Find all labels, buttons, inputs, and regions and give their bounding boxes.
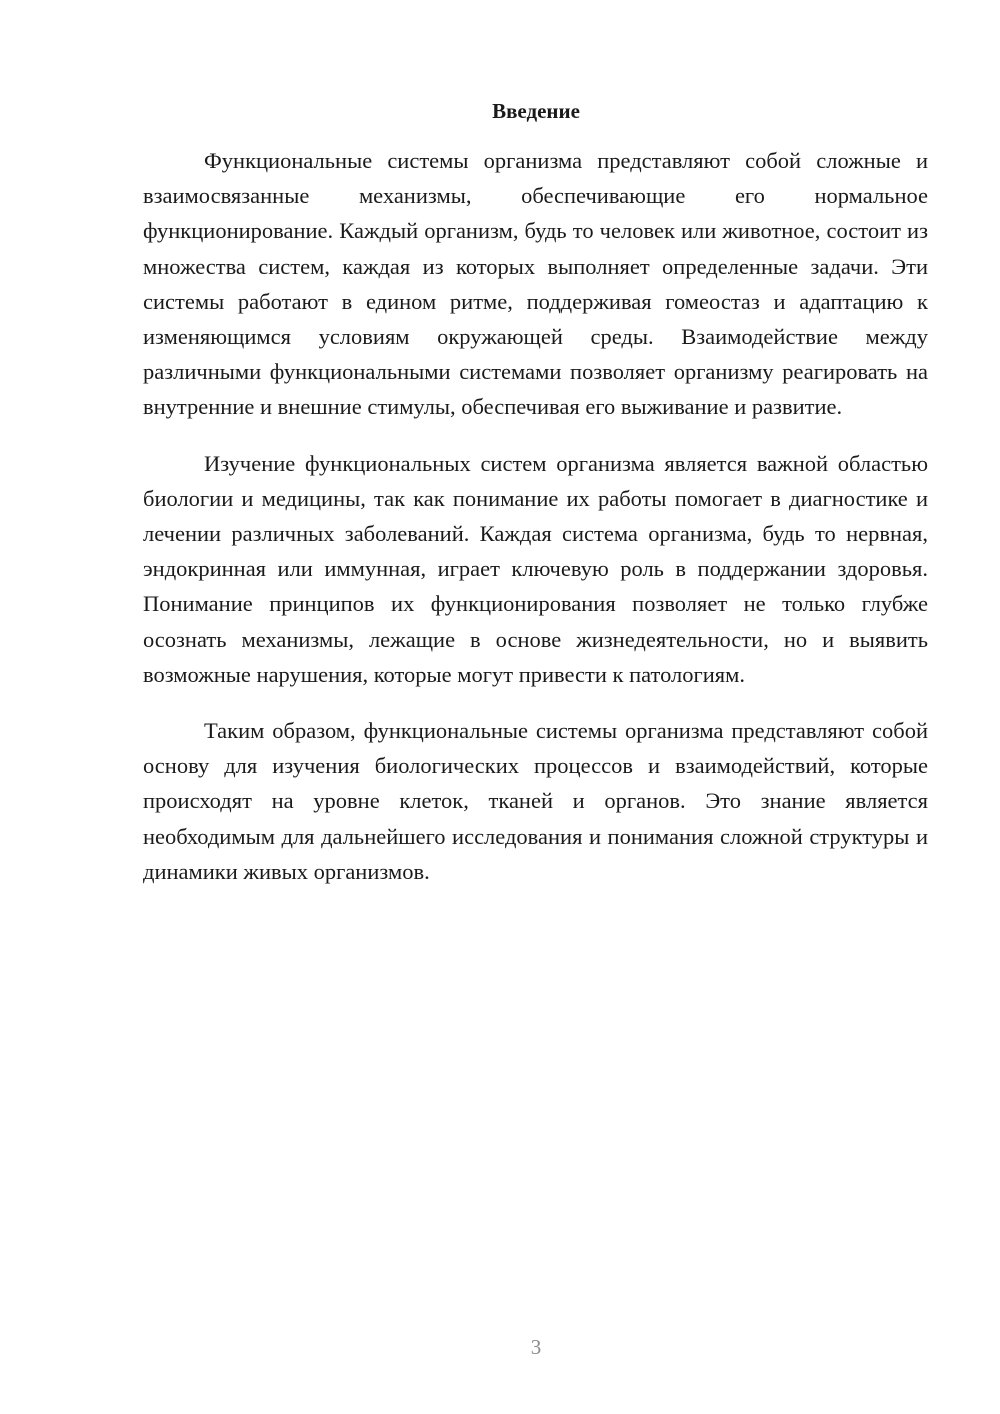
paragraph-3: Таким образом, функциональные системы организма представляют собой основу для изучения биологических процессов и взаимодействий, которые происходят на уровне клеток, тканей и органов. Это знание является необходимым для дальнейшего исследования и понимания сложной структуры и динамики живых организмов. (143, 718, 928, 884)
paragraph-1: Функциональные системы организма представляют собой сложные и взаимосвязанные механизмы, обеспечивающие его нормальное функционирование. Каждый организм, будь то человек или животное, состоит из множества систем, каждая из которых выполняет определенные задачи. Эти системы работают в едином ритме, поддерживая гомеостаз и адаптацию к изменяющимся условиям окружающей среды. Взаимодействие между различными функциональными системами позволяет организму реагировать на внутренние и внешние стимулы, обеспечивая его выживание и развитие. (143, 148, 928, 420)
document-body (143, 143, 928, 910)
section-heading: Введение (492, 99, 580, 123)
paragraph-2: Изучение функциональных систем организма является важной областью биологии и медицины, так как понимание их работы помогает в диагностике и лечении различных заболеваний. Каждая система организма, будь то нервная, эндокринная или иммунная, играет ключевую роль в поддержании здоровья. Понимание принципов их функционирования позволяет не только глубже осознать механизмы, лежащие в основе жизнедеятельности, но и выявить возможные нарушения, которые могут привести к патологиям. (143, 450, 928, 687)
page-number: 3 (530, 1335, 542, 1359)
